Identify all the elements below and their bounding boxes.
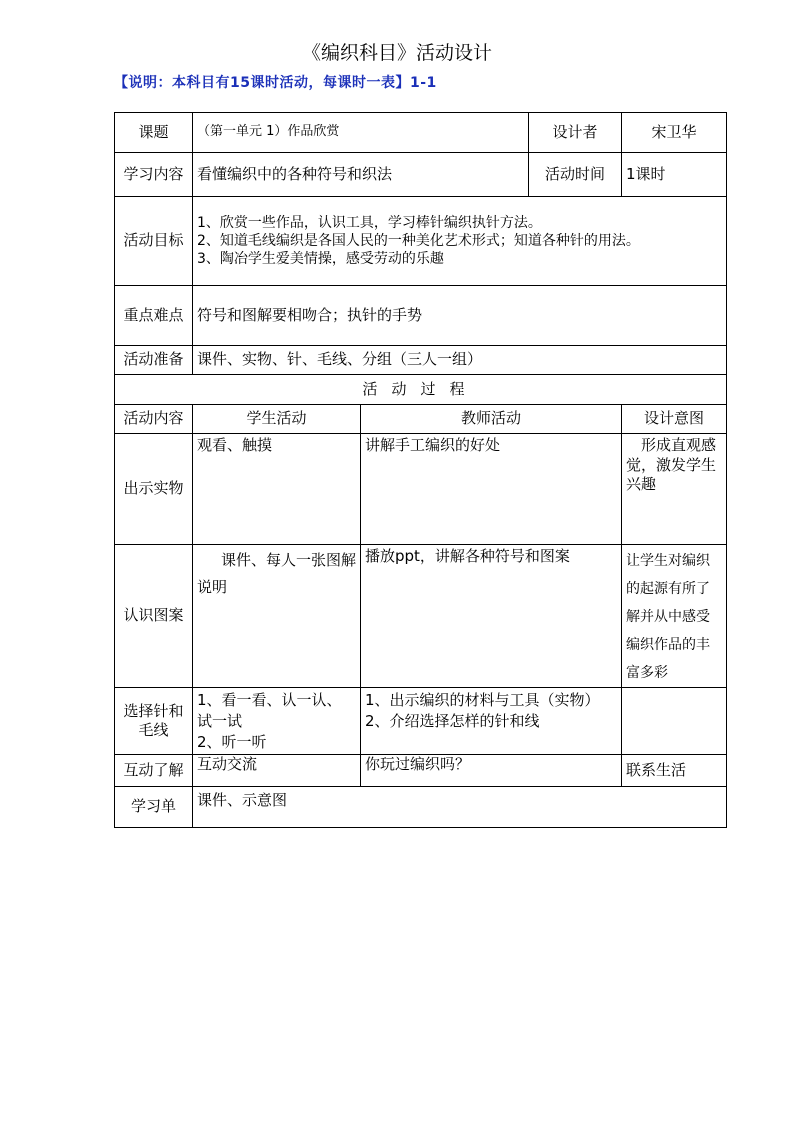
designer-label: 设计者 — [529, 113, 622, 153]
keypoints-row — [115, 286, 727, 346]
column-header: 设计意图 — [622, 405, 727, 434]
row-student: 1、看一看、认一认、试一试 2、听一听 — [193, 688, 361, 755]
row-content: 选择针和毛线 — [115, 688, 193, 755]
row-student: 课件、每人一张图解说明 — [193, 545, 361, 688]
process-row — [115, 755, 727, 787]
worksheet-value: 课件、示意图 — [193, 787, 727, 828]
process-row — [115, 545, 727, 688]
process-header-row — [115, 405, 727, 434]
designer-value: 宋卫华 — [622, 113, 727, 153]
row-teacher: 播放ppt，讲解各种符号和图案 — [361, 545, 622, 688]
row-student: 互动交流 — [193, 755, 361, 787]
row-teacher: 你玩过编织吗？ — [361, 755, 622, 787]
keypoints-label: 重点难点 — [115, 286, 193, 346]
content-row — [115, 153, 727, 197]
goal-item: 3、陶冶学生爱美情操，感受劳动的乐趣 — [197, 251, 444, 268]
process-row — [115, 434, 727, 545]
content-value: 看懂编织中的各种符号和织法 — [193, 153, 529, 197]
row-teacher: 讲解手工编织的好处 — [361, 434, 622, 545]
row-intent: 联系生活 — [622, 755, 727, 787]
keypoints-value: 符号和图解要相吻合；执针的手势 — [193, 286, 727, 346]
row-teacher: 1、出示编织的材料与工具（实物） 2、介绍选择怎样的针和线 — [361, 688, 622, 755]
column-header: 活动内容 — [115, 405, 193, 434]
time-label: 活动时间 — [529, 153, 622, 197]
column-header: 学生活动 — [193, 405, 361, 434]
process-heading-row — [115, 375, 727, 405]
row-student: 观看、触摸 — [193, 434, 361, 545]
activity-design-table — [114, 112, 727, 828]
process-row — [115, 688, 727, 755]
goal-item: 1、欣赏一些作品，认识工具，学习棒针编织执针方法。 — [197, 214, 542, 231]
time-value: 1课时 — [622, 153, 727, 197]
row-content: 认识图案 — [115, 545, 193, 688]
content-label: 学习内容 — [115, 153, 193, 197]
goals-row — [115, 197, 727, 286]
description-note: 【说明：本科目有15课时活动，每课时一表】1-1 — [114, 75, 437, 91]
column-header: 教师活动 — [361, 405, 622, 434]
topic-label: 课题 — [115, 113, 193, 153]
worksheet-label: 学习单 — [115, 787, 193, 828]
worksheet-row — [115, 787, 727, 828]
topic-value: （第一单元 1）作品欣赏 — [193, 113, 529, 153]
row-intent: 让学生对编织的起源有所了解并从中感受编织作品的丰富多彩 — [622, 545, 727, 688]
row-content: 互动了解 — [115, 755, 193, 787]
row-intent — [622, 688, 727, 755]
topic-row — [115, 113, 727, 153]
page-title: 《编织科目》活动设计 — [301, 42, 492, 64]
row-intent: 形成直观感觉，激发学生兴趣 — [622, 434, 727, 545]
prep-value: 课件、实物、针、毛线、分组（三人一组） — [193, 346, 727, 375]
goal-item: 2、知道毛线编织是各国人民的一种美化艺术形式；知道各种针的用法。 — [197, 232, 640, 249]
prep-label: 活动准备 — [115, 346, 193, 375]
goals-label: 活动目标 — [115, 197, 193, 286]
process-heading: 活动过程 — [115, 375, 727, 405]
prep-row — [115, 346, 727, 375]
row-content: 出示实物 — [115, 434, 193, 545]
goals-list — [193, 197, 727, 286]
